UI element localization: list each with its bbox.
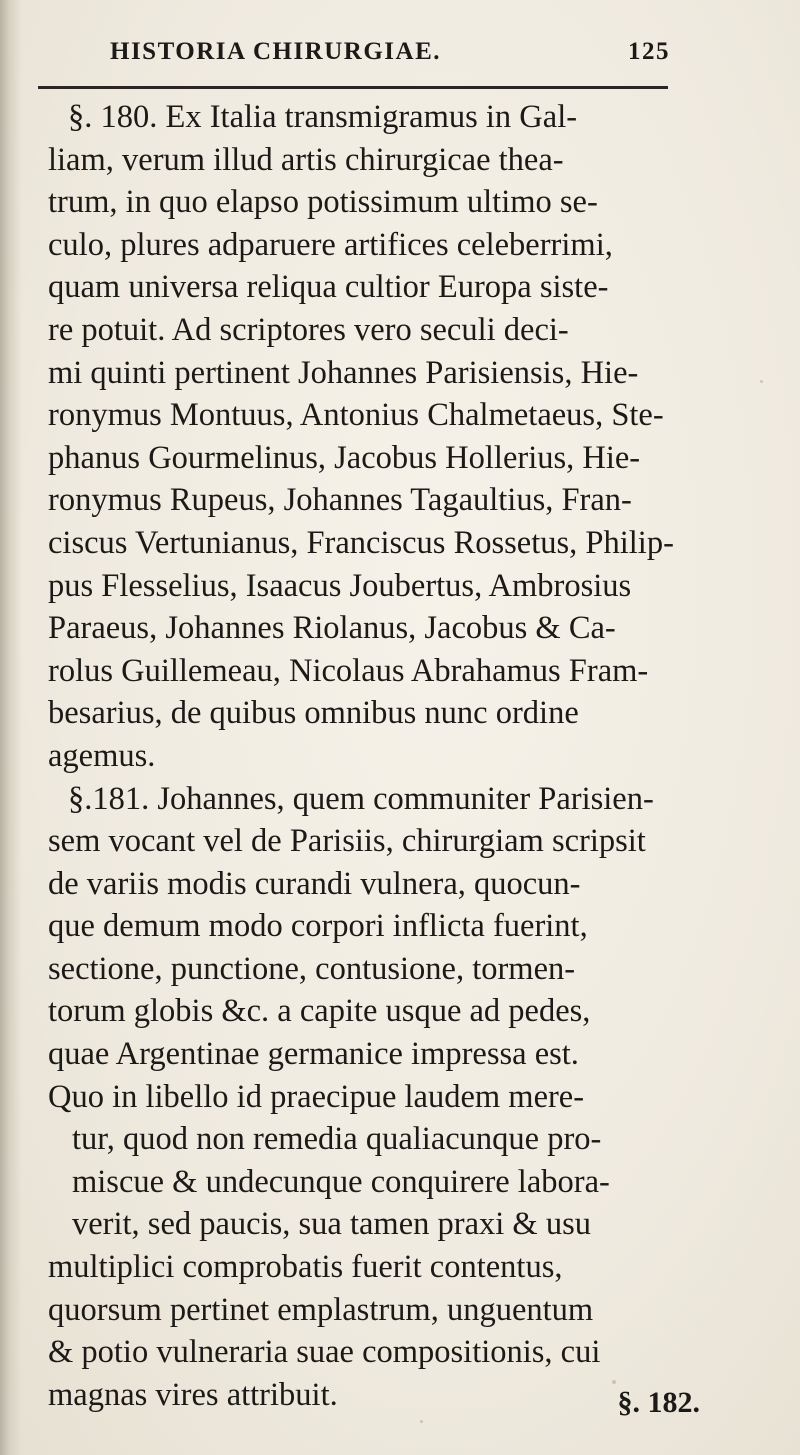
text-line: verit, sed paucis, sua tamen praxi & usu	[72, 1206, 591, 1243]
paper-speck	[760, 380, 763, 383]
text-line: tur, quod non remedia qualiacunque pro-	[72, 1121, 602, 1158]
text-line: de variis modis curandi vulnera, quocun-	[48, 865, 581, 902]
text-line: multiplici comprobatis fuerit contentus,	[48, 1249, 563, 1286]
header-rule	[38, 86, 668, 89]
text-line: que demum modo corpori inflicta fuerint,	[48, 908, 588, 945]
text-line: quam universa reliqua cultior Europa siste-	[48, 269, 609, 306]
text-line: torum globis &c. a capite usque ad pedes,	[48, 993, 591, 1030]
text-line: ronymus Rupeus, Johannes Tagaultius, Fran-	[48, 482, 632, 519]
text-line: besarius, de quibus omnibus nunc ordine	[48, 695, 579, 732]
paragraph-180	[48, 96, 688, 778]
text-line: ciscus Vertunianus, Franciscus Rossetus, Philip-	[48, 524, 674, 561]
text-line: rolus Guillemeau, Nicolaus Abrahamus Fram-	[48, 652, 649, 689]
text-line: §.181. Johannes, quem communiter Parisien-	[68, 780, 654, 817]
text-line: quorsum pertinet emplastrum, unguentum	[48, 1291, 594, 1328]
text-line: pus Flesselius, Isaacus Joubertus, Ambrosius	[48, 567, 632, 604]
text-line: phanus Gourmelinus, Jacobus Hollerius, Hie-	[48, 439, 641, 476]
text-line: trum, in quo elapso potissimum ultimo se-	[48, 184, 598, 221]
text-line: magnas vires attribuit.	[48, 1376, 338, 1413]
binding-shadow	[0, 0, 22, 1455]
paragraph-181	[48, 778, 688, 1417]
text-line: quae Argentinae germanice impressa est.	[48, 1036, 579, 1073]
running-title: HISTORIA CHIRURGIAE.	[110, 38, 442, 65]
catchword: §. 182.	[617, 1386, 700, 1419]
paper-speck	[420, 1420, 423, 1423]
page-number: 125	[628, 38, 670, 65]
text-line: culo, plures adparuere artifices celeberrimi,	[48, 226, 613, 263]
text-line: & potio vulneraria suae compositionis, cui	[48, 1334, 601, 1371]
text-line: mi quinti pertinent Johannes Parisiensis, Hie-	[48, 354, 639, 391]
body-text	[48, 96, 688, 1416]
text-line: liam, verum illud artis chirurgicae thea-	[48, 141, 564, 178]
text-line: re potuit. Ad scriptores vero seculi deci-	[48, 311, 569, 348]
text-line: Paraeus, Johannes Riolanus, Jacobus & Ca-	[48, 610, 616, 647]
text-line: miscue & undecunque conquirere labora-	[72, 1163, 610, 1200]
text-line: §. 180. Ex Italia transmigramus in Gal-	[68, 99, 578, 135]
paper-speck	[612, 1380, 616, 1384]
running-head	[110, 38, 670, 78]
text-line: sectione, punctione, contusione, tormen-	[48, 950, 576, 987]
text-line: agemus.	[48, 737, 156, 774]
text-line: Quo in libello id praecipue laudem mere-	[48, 1078, 585, 1115]
text-line: ronymus Montuus, Antonius Chalmetaeus, Ste-	[48, 397, 664, 434]
text-line: sem vocant vel de Parisiis, chirurgiam scripsit	[48, 823, 646, 860]
